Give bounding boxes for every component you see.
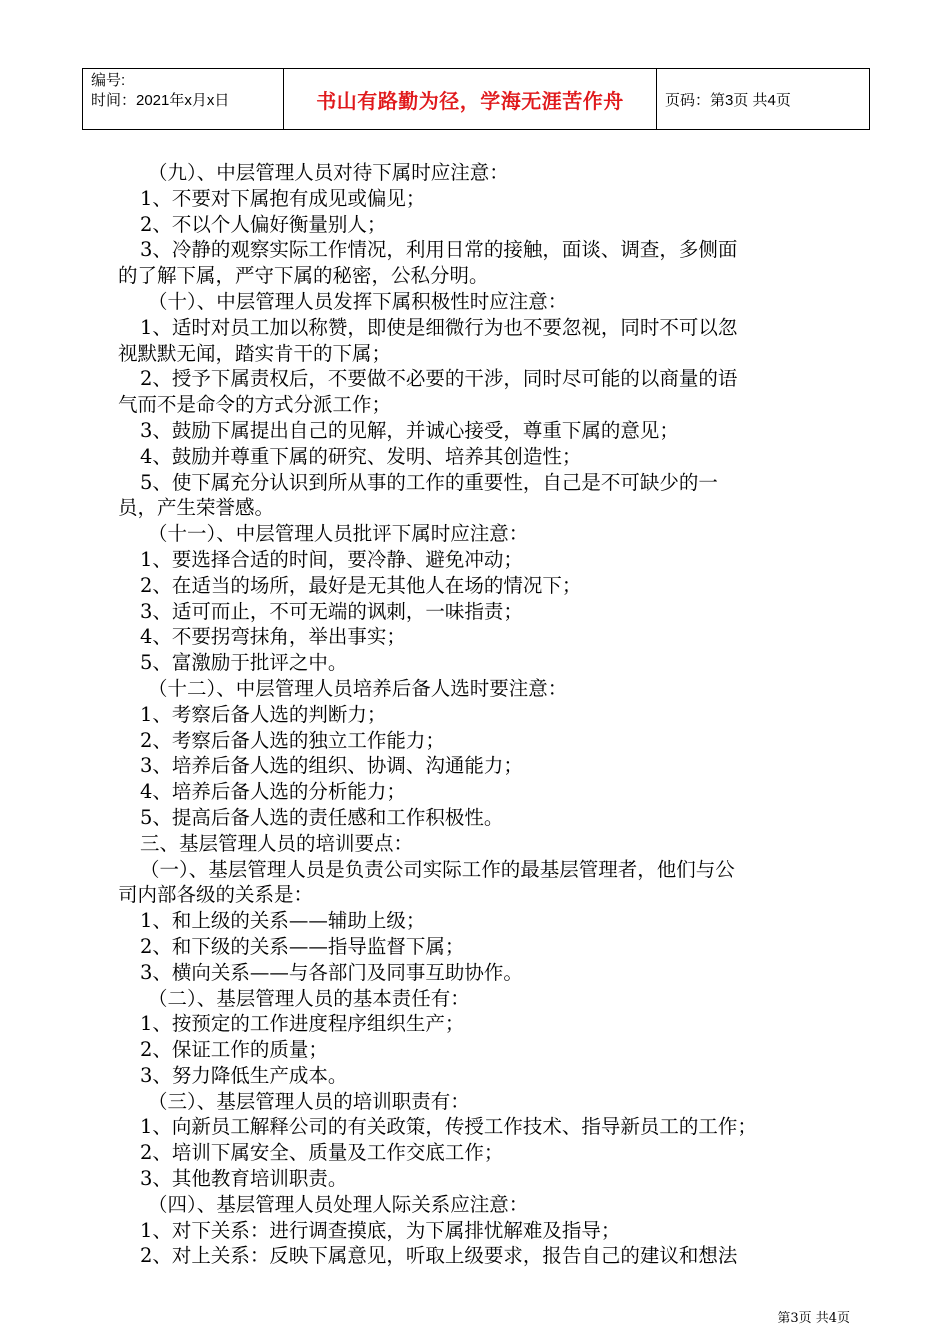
text-line: 3、鼓励下属提出自己的见解，并诚心接受，尊重下属的意见；: [140, 418, 679, 442]
text-line: 员，产生荣誉感。: [118, 496, 275, 520]
text-line: 4、不要拐弯抹角，举出事实；: [140, 625, 406, 649]
text-line: 3、努力降低生产成本。: [140, 1063, 348, 1087]
text-line: 5、使下属充分认识到所从事的工作的重要性，自己是不可缺少的一: [140, 470, 718, 494]
text-line: 2、授予下属责权后，不要做不必要的干涉，同时尽可能的以商量的语: [140, 367, 738, 391]
text-line: （十一）、中层管理人员批评下属时应注意：: [148, 522, 529, 546]
text-line: （十二）、中层管理人员培养后备人选时要注意：: [148, 676, 568, 700]
text-line: 三、基层管理人员的培训要点：: [140, 831, 414, 855]
text-line: 3、其他教育培训职责。: [140, 1167, 348, 1191]
text-line: 1、不要对下属抱有成见或偏见；: [140, 186, 426, 210]
header-motto: 书山有路勤为径，学海无涯苦作舟: [284, 69, 657, 129]
document-body: [118, 160, 858, 1269]
text-line: 3、培养后备人选的组织、协调、沟通能力；: [140, 754, 523, 778]
text-line: （一）、基层管理人员是负责公司实际工作的最基层管理者，他们与公: [140, 857, 735, 881]
text-line: 1、考察后备人选的判断力；: [140, 702, 387, 726]
text-line: 3、冷静的观察实际工作情况，利用日常的接触，面谈、调查，多侧面: [140, 238, 738, 262]
header-page-info: 页码：第3页 共4页: [665, 91, 791, 109]
text-line: 1、按预定的工作进度程序组织生产；: [140, 1012, 465, 1036]
text-line: 气而不是命令的方式分派工作；: [118, 393, 392, 417]
text-line: 3、横向关系——与各部门及同事互助协作。: [140, 960, 523, 984]
text-line: 1、对下关系：进行调查摸底，为下属排忧解难及指导；: [140, 1218, 621, 1242]
text-line: 4、培养后备人选的分析能力；: [140, 780, 406, 804]
text-line: （十）、中层管理人员发挥下属积极性时应注意：: [148, 289, 568, 313]
text-line: （四）、基层管理人员处理人际关系应注意：: [148, 1192, 529, 1216]
text-line: 5、提高后备人选的责任感和工作积极性。: [140, 805, 504, 829]
text-line: 1、向新员工解释公司的有关政策，传授工作技术、指导新员工的工作；: [140, 1115, 757, 1139]
text-line: （二）、基层管理人员的基本责任有：: [148, 986, 470, 1010]
text-line: 2、和下级的关系——指导监督下属；: [140, 934, 465, 958]
header-meta-cell: [83, 69, 284, 129]
text-line: 2、不以个人偏好衡量别人；: [140, 212, 387, 236]
text-line: 的了解下属，严守下属的秘密，公私分明。: [118, 264, 489, 288]
text-line: 4、鼓励并尊重下属的研究、发明、培养其创造性；: [140, 444, 582, 468]
text-line: 2、培训下属安全、质量及工作交底工作；: [140, 1141, 504, 1165]
document-number-label: 编号:: [91, 72, 126, 89]
text-line: （三）、基层管理人员的培训职责有：: [148, 1089, 470, 1113]
page-footer: 第3页 共4页: [777, 1311, 850, 1326]
text-line: 1、适时对员工加以称赞，即使是细微行为也不要忽视，同时不可以忽: [140, 315, 738, 339]
text-line: 2、保证工作的质量；: [140, 1038, 328, 1062]
text-line: 5、富激励于批评之中。: [140, 651, 348, 675]
text-line: 司内部各级的关系是：: [118, 883, 314, 907]
text-line: 2、考察后备人选的独立工作能力；: [140, 728, 445, 752]
text-line: 视默默无闻，踏实肯干的下属；: [118, 341, 392, 365]
text-line: 1、要选择合适的时间，要冷静、避免冲动；: [140, 547, 523, 571]
page-header-table: [82, 68, 870, 130]
document-date-label: 时间：2021年x月x日: [91, 92, 230, 109]
text-line: 1、和上级的关系——辅助上级；: [140, 909, 426, 933]
text-line: 2、在适当的场所，最好是无其他人在场的情况下；: [140, 573, 582, 597]
text-line: 2、对上关系：反映下属意见，听取上级要求，报告自己的建议和想法: [140, 1244, 738, 1268]
text-line: 3、适可而止，不可无端的讽刺，一味指责；: [140, 599, 523, 623]
text-line: （九）、中层管理人员对待下属时应注意：: [148, 161, 509, 184]
